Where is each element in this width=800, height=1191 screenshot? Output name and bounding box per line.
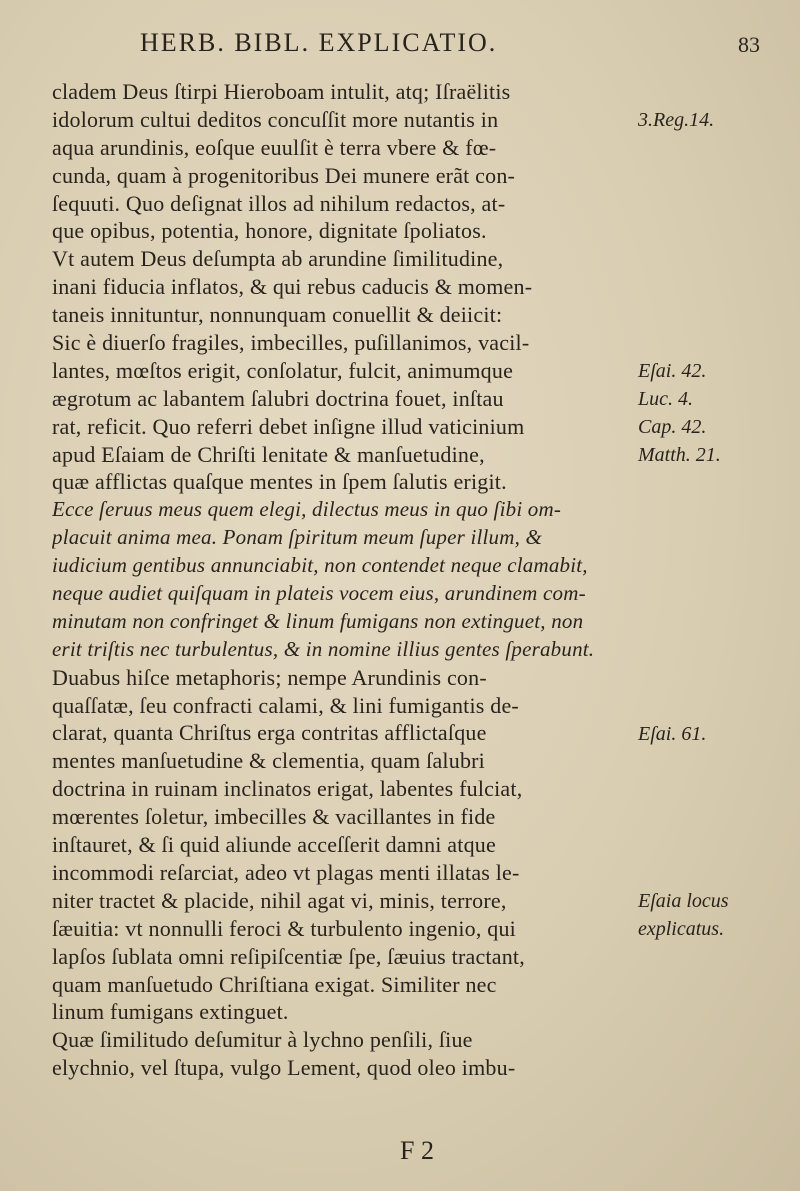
body-text bbox=[52, 78, 622, 1082]
margin-note: Eſaia locus bbox=[638, 890, 729, 913]
text-line: elychnio, vel ſtupa, vulgo Lement, quod oleo imbu- bbox=[52, 1055, 516, 1081]
text-line: linum fumigans extinguet. bbox=[52, 999, 289, 1025]
margin-note: 3.Reg.14. bbox=[638, 108, 715, 131]
text-line: ſequuti. Quo deſignat illos ad nihilum redactos, at- bbox=[52, 190, 506, 216]
page-number: 83 bbox=[738, 32, 760, 57]
margin-note: explicatus. bbox=[638, 918, 725, 940]
text-line: inſtauret, & ſi quid aliunde acceſſerit damni atque bbox=[52, 832, 496, 858]
text-line: quam manſuetudo Chriſtiana exigat. Similiter nec bbox=[52, 971, 497, 997]
text-line: idolorum cultui deditos concuſſit more nutantis in bbox=[52, 106, 499, 132]
text-line: Ecce ſeruus meus quem elegi, dilectus meus in quo ſibi om- bbox=[52, 497, 562, 522]
text-line: placuit anima mea. Ponam ſpiritum meum ſuper illum, & bbox=[52, 525, 543, 550]
text-line: aqua arundinis, eoſque euulſit è terra vbere & fœ- bbox=[52, 134, 497, 160]
text-line: incommodi reſarciat, adeo vt plagas menti illatas le- bbox=[52, 859, 520, 885]
text-line: erit triſtis nec turbulentus, & in nomine illius gentes ſperabunt. bbox=[52, 636, 595, 661]
text-line: apud Eſaiam de Chriſti lenitate & manſuetudine, bbox=[52, 441, 485, 467]
page-header bbox=[40, 28, 760, 68]
running-head: HERB. BIBL. EXPLICATIO. bbox=[140, 28, 498, 57]
margin-note: Matth. 21. bbox=[638, 443, 721, 466]
margin-note: Eſai. 61. bbox=[638, 722, 707, 745]
text-line: mentes manſuetudine & clementia, quam ſalubri bbox=[52, 748, 485, 774]
margin-note: Luc. 4. bbox=[638, 387, 693, 410]
text-line: lapſos ſublata omni reſipiſcentiæ ſpe, ſæuius tractant, bbox=[52, 943, 525, 969]
text-line: lantes, mœſtos erigit, conſolatur, fulcit, animumque bbox=[52, 357, 514, 383]
text-line: iudicium gentibus annunciabit, non contendet neque clamabit, bbox=[52, 553, 588, 578]
text-line: taneis innituntur, nonnunquam conuellit & deiicit: bbox=[52, 302, 503, 328]
text-line: inani fiducia inflatos, & qui rebus caducis & momen- bbox=[52, 274, 533, 300]
signature-mark: F 2 bbox=[400, 1136, 434, 1165]
text-line: mœrentes ſoletur, imbecilles & vacillantes in fide bbox=[52, 804, 496, 830]
text-line: cunda, quam à progenitoribus Dei munere erãt con- bbox=[52, 162, 516, 188]
margin-note: Eſai. 42. bbox=[638, 360, 707, 382]
text-line: quæ afflictas quaſque mentes in ſpem ſalutis erigit. bbox=[52, 469, 507, 495]
text-line: neque audiet quiſquam in plateis vocem eius, arundinem com- bbox=[52, 581, 586, 606]
text-line: rat, reficit. Quo referri debet inſigne illud vaticinium bbox=[52, 413, 525, 439]
text-line: que opibus, potentia, honore, dignitate ſpoliatos. bbox=[52, 218, 487, 244]
text-line: niter tractet & placide, nihil agat vi, minis, terrore, bbox=[52, 887, 507, 913]
text-line: Sic è diuerſo fragiles, imbecilles, puſillanimos, vacil- bbox=[52, 330, 530, 356]
text-line: Vt autem Deus deſumpta ab arundine ſimilitudine, bbox=[52, 246, 504, 272]
text-line: ægrotum ac labantem ſalubri doctrina fouet, inſtau bbox=[52, 385, 504, 411]
text-line: clarat, quanta Chriſtus erga contritas afflictaſque bbox=[52, 720, 487, 746]
text-line: cladem Deus ſtirpi Hieroboam intulit, atq; Iſraëlitis bbox=[52, 79, 511, 104]
text-line: minutam non confringet & linum fumigans non extinguet, non bbox=[52, 608, 584, 633]
text-line: doctrina in ruinam inclinatos erigat, labentes fulciat, bbox=[52, 776, 523, 802]
text-line: quaſſatæ, ſeu confracti calami, & lini fumigantis de- bbox=[52, 692, 519, 718]
text-line: ſæuitia: vt nonnulli feroci & turbulento ingenio, qui bbox=[52, 915, 516, 941]
text-line: Duabus hiſce metaphoris; nempe Arundinis con- bbox=[52, 664, 487, 690]
text-line: Quæ ſimilitudo deſumitur à lychno penſili, ſiue bbox=[52, 1027, 473, 1053]
margin-note: Cap. 42. bbox=[638, 415, 707, 438]
